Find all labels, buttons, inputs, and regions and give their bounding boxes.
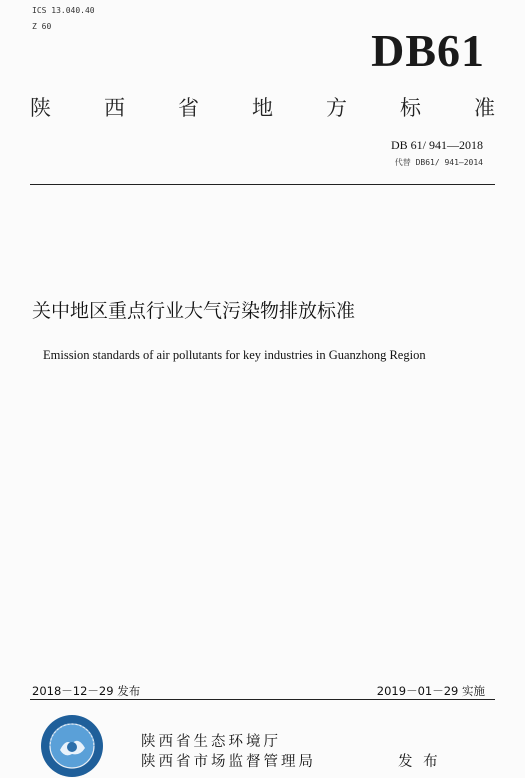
standard-type — [30, 92, 495, 122]
issuer-line-1: 陕西省生态环境厅 — [141, 734, 281, 750]
chinese-title: 关中地区重点行业大气污染物排放标准 — [32, 300, 356, 322]
standard-type-char: 西 — [104, 96, 125, 120]
standard-number: DB 61/ 941—2018 — [390, 138, 483, 152]
classification-code: Z 60 — [32, 22, 52, 31]
top-divider — [30, 184, 495, 185]
bottom-divider — [30, 699, 495, 700]
provincial-emblem-icon — [40, 714, 104, 778]
standard-type-char: 省 — [178, 96, 199, 120]
publish-label: 发 布 — [398, 754, 441, 770]
standard-type-char: 地 — [252, 96, 273, 120]
ics-code: ICS 13.040.40 — [32, 6, 95, 15]
standard-type-char: 标 — [400, 96, 421, 120]
standard-type-char: 陕 — [30, 96, 51, 120]
issue-date: 2018－12－29 发布 — [32, 684, 141, 698]
standard-type-char: 准 — [474, 96, 495, 120]
replaces-note: 代替 DB61/ 941—2014 — [394, 158, 483, 167]
standard-type-char: 方 — [326, 96, 347, 120]
english-title: Emission standards of air pollutants for key industries in Guanzhong Region — [43, 348, 426, 362]
implementation-date: 2019－01－29 实施 — [376, 684, 485, 698]
db61-logo: DB61 — [371, 25, 485, 76]
issuer-line-2: 陕西省市场监督管理局 — [141, 754, 316, 770]
